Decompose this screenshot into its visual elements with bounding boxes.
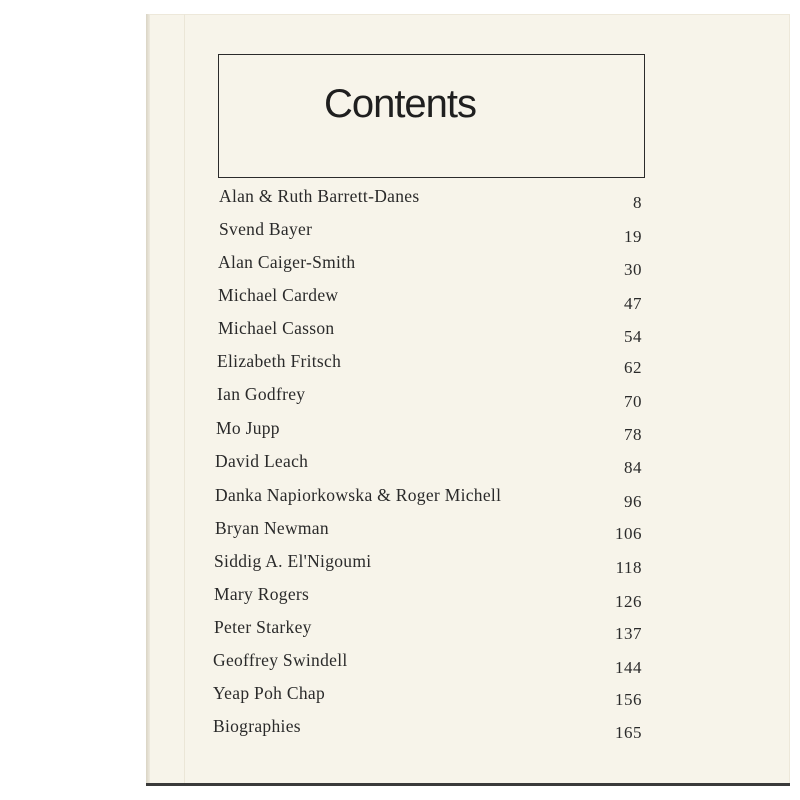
entry-name: Siddig A. El'Nigoumi [214,551,372,571]
entry-page-number: 96 [624,492,642,511]
entry-page-number: 47 [624,294,642,313]
entry-name: David Leach [215,451,309,471]
entry-page-number: 118 [615,558,642,577]
entry-page-number: 137 [615,624,642,643]
entry-page-number: 54 [624,327,642,346]
entry-name: Geoffrey Swindell [213,650,348,670]
entry-name: Danka Napiorkowska & Roger Michell [215,485,502,505]
entry-name: Ian Godfrey [217,384,306,404]
entry-page-number: 106 [615,524,642,543]
entry-page-number: 144 [615,658,642,677]
entry-name: Mo Jupp [216,418,280,438]
entry-name: Michael Casson [218,318,335,338]
entry-name: Elizabeth Fritsch [217,351,342,371]
entry-name: Biographies [213,716,301,736]
entry-page-number: 126 [615,592,642,611]
entry-page-number: 156 [615,690,642,709]
entry-name: Peter Starkey [214,617,312,637]
entry-page-number: 84 [624,458,642,477]
entry-name: Alan & Ruth Barrett-Danes [219,186,420,206]
page-title: Contents [323,82,477,126]
entry-page-number: 8 [633,193,642,212]
entry-page-number: 62 [624,358,642,377]
entry-page-number: 30 [624,260,642,279]
entry-name: Michael Cardew [218,285,339,305]
entry-name: Mary Rogers [214,584,310,604]
entry-name: Yeap Poh Chap [213,683,325,703]
entry-name: Alan Caiger-Smith [218,252,356,272]
entry-page-number: 70 [624,392,642,411]
entry-page-number: 165 [615,723,642,742]
entry-page-number: 78 [624,425,642,444]
entry-name: Svend Bayer [219,219,313,239]
entry-page-number: 19 [624,227,642,246]
entry-name: Bryan Newman [215,518,329,538]
